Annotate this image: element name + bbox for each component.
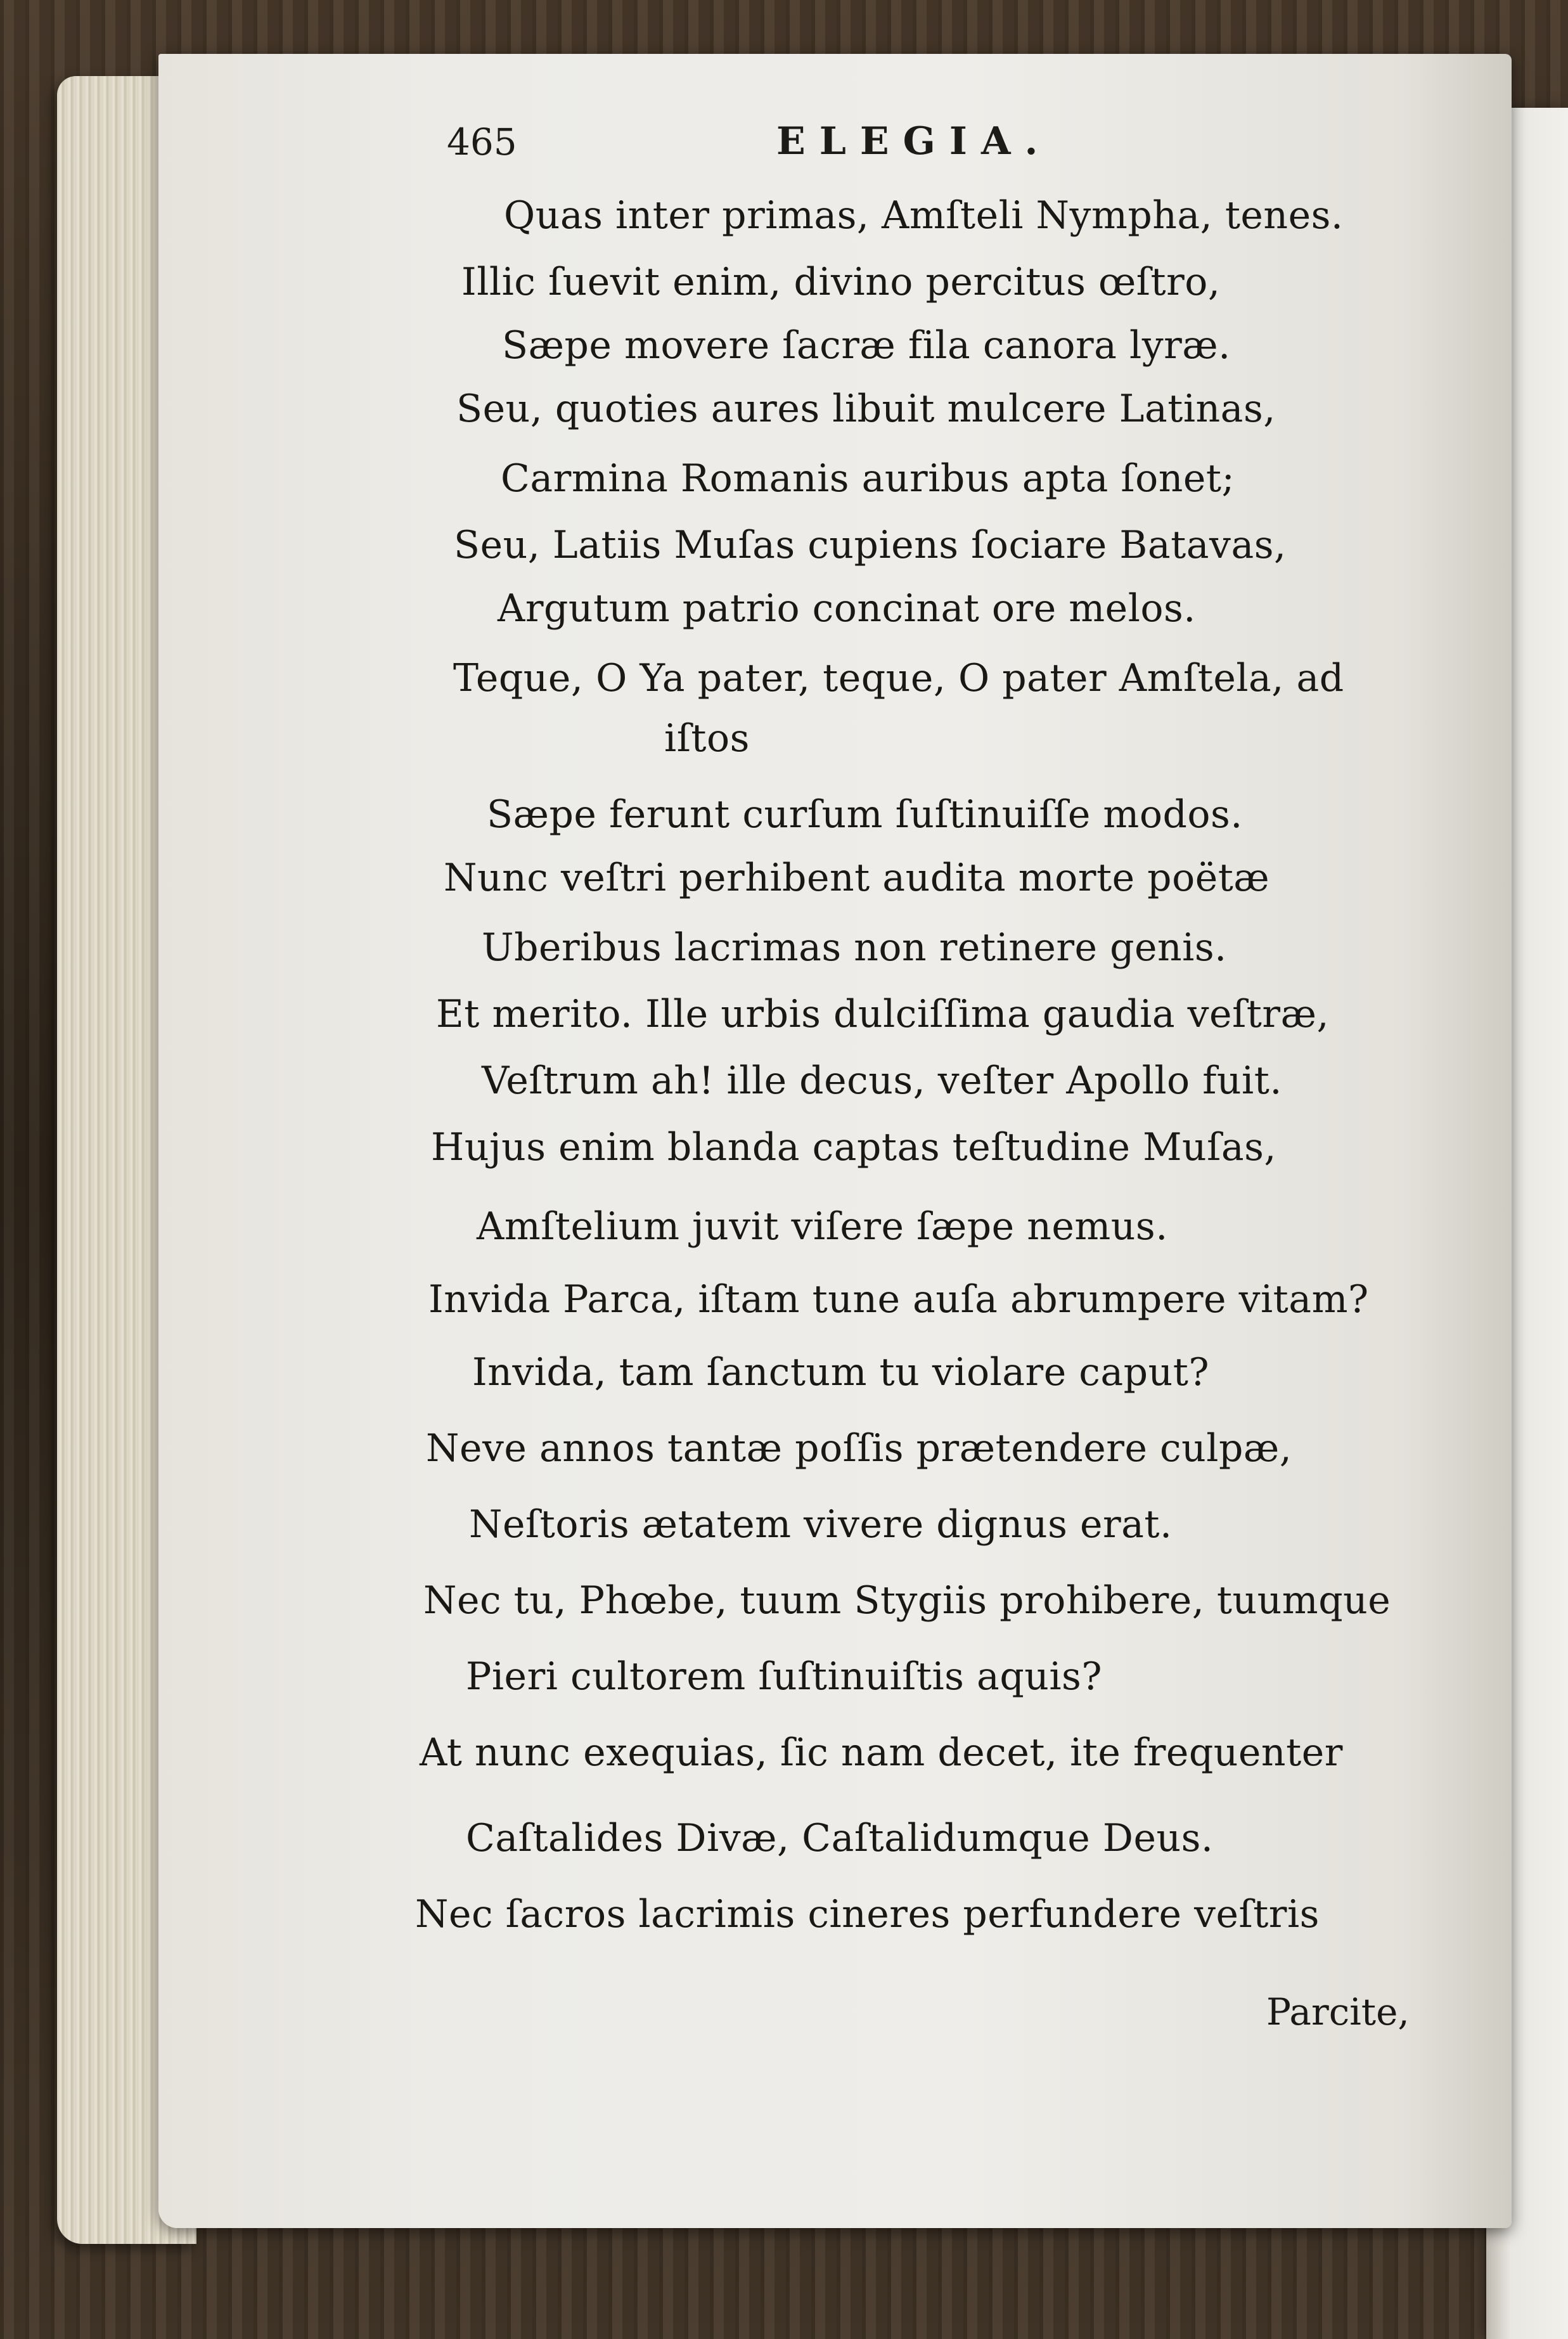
poem-line: Seu, Latiis Muſas cupiens ſociare Batavas,	[454, 523, 1287, 567]
running-title: ELEGIA.	[776, 119, 1052, 164]
poem-line: Quas inter primas, Amſteli Nympha, tenes.	[504, 193, 1344, 238]
poem-line: Caſtalides Divæ, Caſtalidumque Deus.	[466, 1816, 1214, 1860]
poem-line: At nunc exequias, ſic nam decet, ite frequenter	[420, 1730, 1343, 1775]
poem-line: Illic ſuevit enim, divino percitus œſtro,	[461, 260, 1221, 304]
poem-line: Sæpe ferunt curſum ſuſtinuiſſe modos.	[487, 792, 1243, 837]
poem-line: Carmina Romanis auribus apta ſonet;	[501, 456, 1235, 501]
poem-line: Nec tu, Phœbe, tuum Stygiis prohibere, tuumque	[423, 1578, 1391, 1623]
poem-line: Neve annos tantæ poſſis prætendere culpæ,	[426, 1426, 1292, 1471]
poem-line: Pieri cultorem ſuſtinuiſtis aquis?	[466, 1654, 1103, 1699]
poem-line: Amſtelium juvit viſere ſæpe nemus.	[477, 1204, 1168, 1249]
poem-line: Argutum patrio concinat ore melos.	[498, 586, 1196, 631]
poem-line: Nec ſacros lacrimis cineres perfundere veſtris	[415, 1892, 1320, 1936]
poem-line: Sæpe movere ſacræ fila canora lyræ.	[502, 323, 1231, 368]
poem-line: Invida Parca, iſtam tune auſa abrumpere vitam?	[428, 1277, 1369, 1322]
poem-line: Uberibus lacrimas non retinere genis.	[482, 925, 1227, 970]
poem-line: Teque, O Ya pater, teque, O pater Amſtela, ad	[453, 656, 1344, 700]
poem-line: Neſtoris ætatem vivere dignus erat.	[469, 1502, 1173, 1547]
poem-line: Hujus enim blanda captas teſtudine Muſas,	[431, 1125, 1276, 1170]
poem-line: Seu, quoties aures libuit mulcere Latinas,	[456, 387, 1276, 431]
catchword: Parcite,	[1266, 1990, 1410, 2033]
poem-line: Veſtrum ah! ille decus, veſter Apollo fuit.	[482, 1059, 1282, 1103]
poem-line: Invida, tam ſanctum tu violare caput?	[472, 1350, 1210, 1395]
page-number: 465	[447, 120, 517, 164]
poem-line: iſtos	[664, 716, 750, 761]
poem-line: Et merito. Ille urbis dulciſſima gaudia veſtræ,	[436, 992, 1330, 1036]
poem-line: Nunc veſtri perhibent audita morte poëtæ	[444, 856, 1270, 900]
